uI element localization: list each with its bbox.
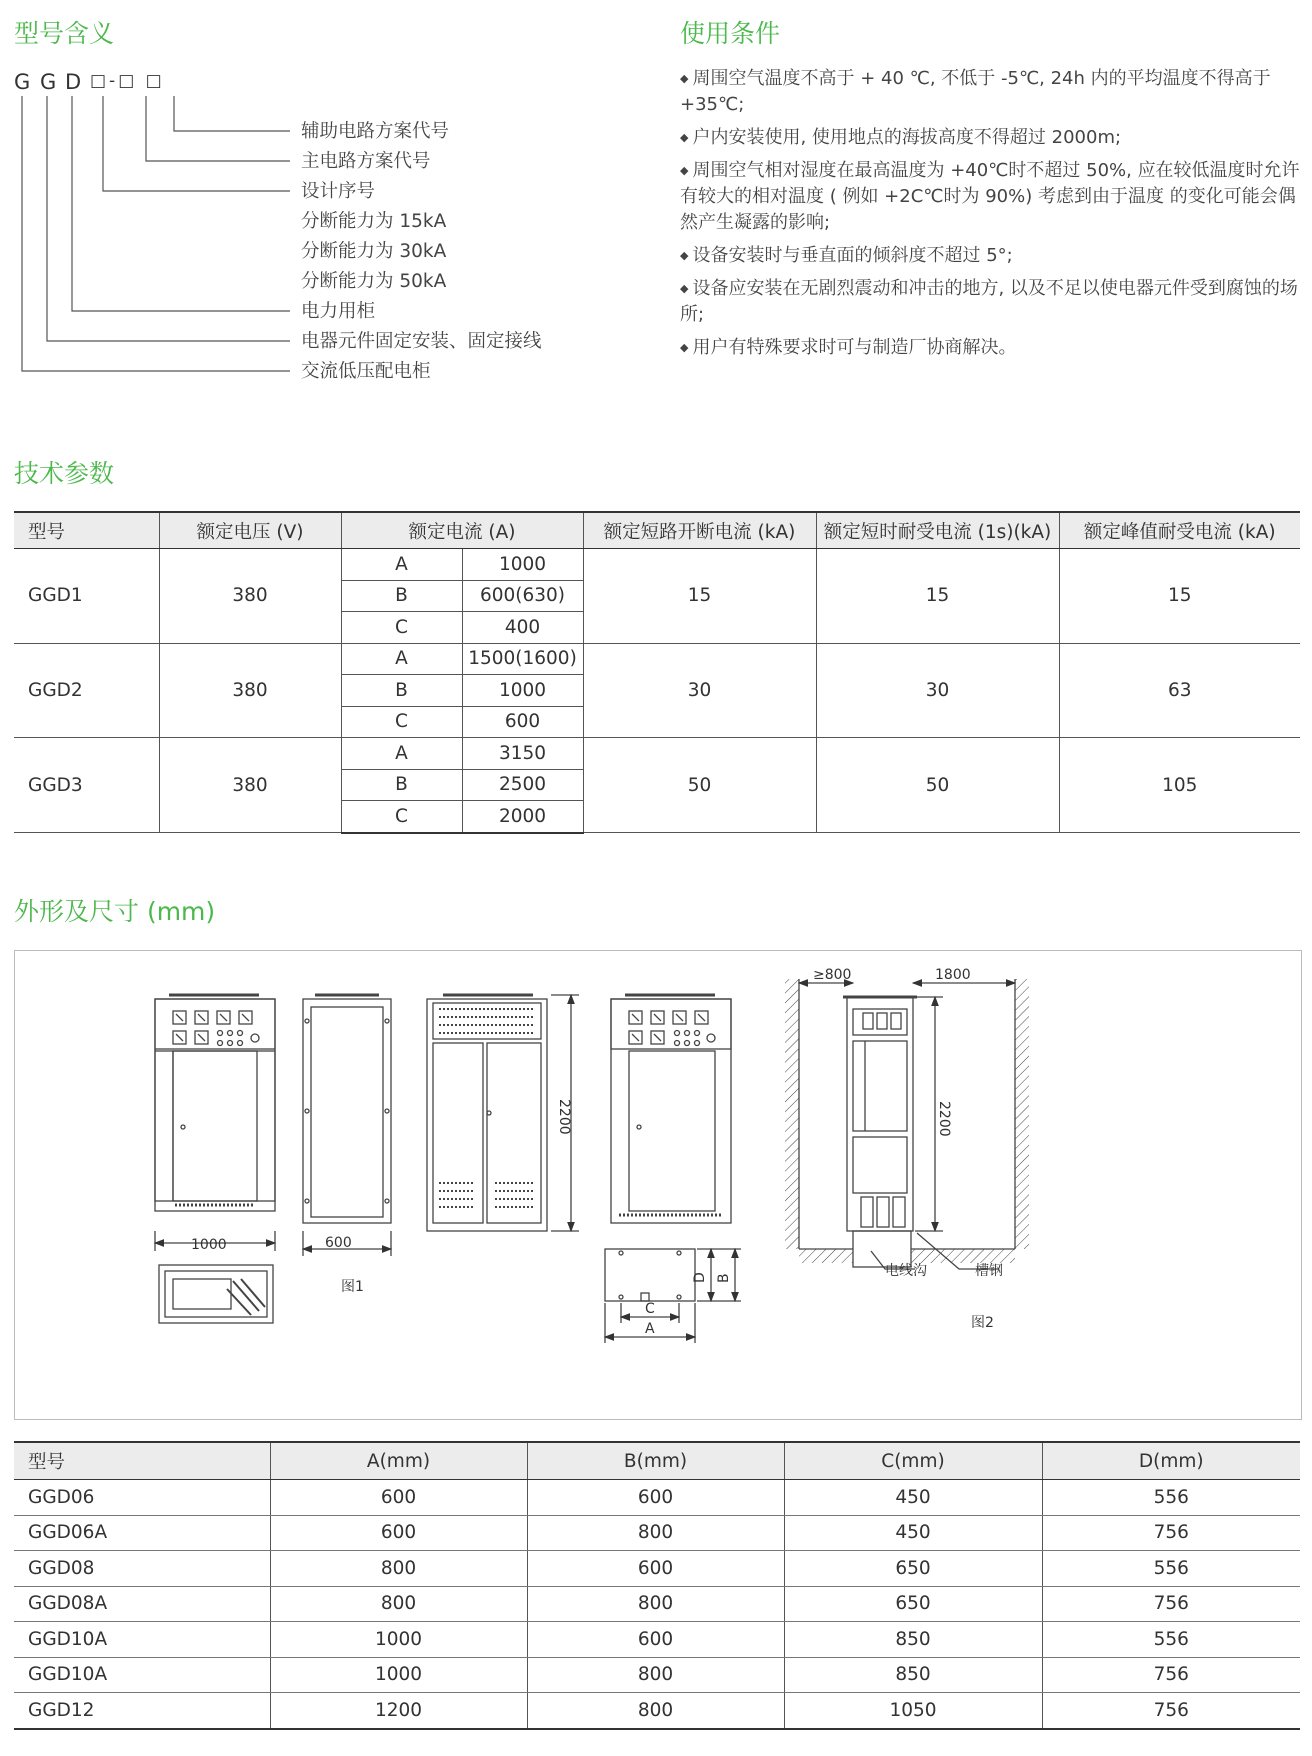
cell-model: GGD10A	[14, 1657, 270, 1693]
cell-short-time: 50	[816, 738, 1059, 833]
cell-current: 1500(1600)	[462, 643, 583, 675]
conditions-heading: 使用条件	[680, 19, 781, 48]
tech-header-row	[14, 512, 1300, 549]
cell-breaking: 30	[583, 643, 816, 738]
dim-letter-c: C	[645, 1301, 655, 1317]
dim-letter-b: B	[716, 1273, 732, 1283]
cell-current: 1000	[462, 675, 583, 707]
table-row	[14, 1515, 1300, 1551]
cell-c: 650	[784, 1586, 1042, 1622]
code-label-main-circuit: 主电路方案代号	[301, 151, 431, 172]
dimensions-heading: 外形及尺寸 (mm)	[14, 897, 216, 926]
table-row	[14, 1551, 1300, 1587]
dim-height-2200-fig2: 2200	[936, 1101, 952, 1137]
code-label-power-cabinet: 电力用柜	[301, 301, 376, 322]
cell-model: GGD3	[14, 738, 159, 833]
condition-item: ◆ 周围空气相对湿度在最高温度为 +40℃时不超过 50%, 应在较低温度时允许有较大的相对温度 ( 例如 +2C℃时为 90%) 考虑到由于温度 的变化可能会偶然产生凝露的影响;	[680, 160, 1300, 233]
model-code-letter-1: G	[14, 70, 31, 94]
cell-b: 600	[527, 1480, 784, 1516]
dim-front-clearance: ≥800	[813, 967, 852, 983]
cell-voltage: 380	[159, 738, 341, 833]
cell-c: 1050	[784, 1693, 1042, 1729]
cell-d: 556	[1042, 1551, 1300, 1587]
channel-steel-label: 槽钢	[975, 1263, 1003, 1279]
cell-breaking: 50	[583, 738, 816, 833]
col-breaking: 额定短路开断电流 (kA)	[583, 512, 816, 549]
tech-params-heading: 技术参数	[14, 459, 115, 488]
table-row	[14, 1586, 1300, 1622]
cell-current: 1000	[462, 549, 583, 581]
cell-short-time: 30	[816, 643, 1059, 738]
cell-voltage: 380	[159, 549, 341, 644]
dim-rear-clearance: 1800	[935, 967, 971, 983]
dim-width-600: 600	[325, 1235, 352, 1251]
cell-a: 1000	[270, 1657, 527, 1693]
cell-model: GGD12	[14, 1693, 270, 1729]
code-label-ac-lv: 交流低压配电柜	[301, 361, 431, 382]
dim-width-1000: 1000	[191, 1237, 227, 1253]
tech-params-table	[14, 511, 1300, 834]
condition-item: ◆ 设备应安装在无剧烈震动和冲击的地方, 以及不足以使电器元件受到腐蚀的场所;	[680, 278, 1298, 325]
cell-grade: C	[341, 706, 462, 738]
cell-d: 756	[1042, 1693, 1300, 1729]
table-row	[14, 643, 1300, 675]
cell-model: GGD08A	[14, 1586, 270, 1622]
cell-current: 600	[462, 706, 583, 738]
col-model: 型号	[14, 1442, 270, 1480]
base-plan-view	[605, 1249, 741, 1343]
cell-peak: 63	[1059, 643, 1300, 738]
cell-d: 556	[1042, 1622, 1300, 1658]
table-row	[14, 1622, 1300, 1658]
model-code-suffix: □-□ □	[90, 71, 165, 91]
cell-d: 556	[1042, 1480, 1300, 1516]
condition-item: ◆ 用户有特殊要求时可与制造厂协商解决。	[680, 337, 1017, 358]
cell-model: GGD10A	[14, 1622, 270, 1658]
figure-2-caption: 图2	[971, 1315, 994, 1331]
col-voltage: 额定电压 (V)	[159, 512, 341, 549]
cell-model: GGD06A	[14, 1515, 270, 1551]
cell-model: GGD2	[14, 643, 159, 738]
model-code-letter-2: G	[40, 70, 57, 94]
cell-grade: A	[341, 738, 462, 770]
col-peak: 额定峰值耐受电流 (kA)	[1059, 512, 1300, 549]
dimension-figure	[14, 950, 1302, 1420]
cell-b: 800	[527, 1515, 784, 1551]
cell-peak: 105	[1059, 738, 1300, 833]
col-short-time: 额定短时耐受电流 (1s)(kA)	[816, 512, 1059, 549]
cell-breaking: 15	[583, 549, 816, 644]
code-label-50ka: 分断能力为 50kA	[301, 271, 447, 292]
cell-a: 1000	[270, 1622, 527, 1658]
cell-d: 756	[1042, 1586, 1300, 1622]
cell-a: 800	[270, 1586, 527, 1622]
code-label-30ka: 分断能力为 30kA	[301, 241, 447, 262]
dim-header-row	[14, 1442, 1300, 1480]
cell-b: 800	[527, 1586, 784, 1622]
code-label-fixed-install: 电器元件固定安装、固定接线	[301, 331, 542, 352]
cell-current: 600(630)	[462, 580, 583, 612]
cell-grade: A	[341, 643, 462, 675]
condition-item: ◆ 户内安装使用, 使用地点的海拔高度不得超过 2000m;	[680, 127, 1122, 148]
cell-b: 600	[527, 1551, 784, 1587]
cell-c: 450	[784, 1480, 1042, 1516]
cell-a: 600	[270, 1480, 527, 1516]
cell-model: GGD1	[14, 549, 159, 644]
table-row	[14, 738, 1300, 770]
cell-a: 800	[270, 1551, 527, 1587]
table-row	[14, 1693, 1300, 1729]
code-label-aux-circuit: 辅助电路方案代号	[301, 121, 450, 142]
col-current: 额定电流 (A)	[341, 512, 583, 549]
conditions-list	[680, 66, 1306, 368]
cell-b: 600	[527, 1622, 784, 1658]
cell-voltage: 380	[159, 643, 341, 738]
cell-c: 850	[784, 1657, 1042, 1693]
cell-a: 1200	[270, 1693, 527, 1729]
installation-section-view	[785, 979, 1029, 1269]
cell-grade: C	[341, 801, 462, 833]
cell-peak: 15	[1059, 549, 1300, 644]
model-meaning-heading: 型号含义	[14, 19, 115, 48]
cell-short-time: 15	[816, 549, 1059, 644]
cell-current: 3150	[462, 738, 583, 770]
cell-d: 756	[1042, 1515, 1300, 1551]
dimensions-table	[14, 1441, 1300, 1730]
cell-b: 800	[527, 1693, 784, 1729]
table-row	[14, 1657, 1300, 1693]
col-b: B(mm)	[527, 1442, 784, 1480]
code-label-design-no: 设计序号	[301, 181, 376, 202]
col-d: D(mm)	[1042, 1442, 1300, 1480]
cell-c: 650	[784, 1551, 1042, 1587]
cable-trench-label: 电线沟	[885, 1263, 927, 1279]
cell-d: 756	[1042, 1657, 1300, 1693]
figure-1-caption: 图1	[341, 1279, 364, 1295]
cell-grade: B	[341, 580, 462, 612]
cabinet-front-view-1	[155, 995, 275, 1251]
cell-a: 600	[270, 1515, 527, 1551]
col-model: 型号	[14, 512, 159, 549]
cell-c: 450	[784, 1515, 1042, 1551]
cell-b: 800	[527, 1657, 784, 1693]
cell-model: GGD08	[14, 1551, 270, 1587]
code-label-15ka: 分断能力为 15kA	[301, 211, 447, 232]
condition-item: ◆ 设备安装时与垂直面的倾斜度不超过 5°;	[680, 245, 1013, 266]
cell-grade: A	[341, 549, 462, 581]
col-a: A(mm)	[270, 1442, 527, 1480]
col-c: C(mm)	[784, 1442, 1042, 1480]
dim-letter-d: D	[692, 1272, 708, 1283]
cell-grade: B	[341, 769, 462, 801]
cell-grade: C	[341, 612, 462, 644]
cell-c: 850	[784, 1622, 1042, 1658]
cabinet-side-view	[303, 995, 391, 1256]
cabinet-top-view-1	[159, 1265, 273, 1323]
cell-current: 400	[462, 612, 583, 644]
cabinet-front-view-2	[611, 995, 731, 1223]
model-code-leader-lines	[0, 0, 300, 390]
model-code-letter-3: D	[65, 70, 82, 94]
dim-height-2200: 2200	[556, 1099, 572, 1135]
cell-model: GGD06	[14, 1480, 270, 1516]
cell-current: 2000	[462, 801, 583, 833]
dim-letter-a: A	[645, 1321, 655, 1337]
cabinet-drawings	[15, 951, 1301, 1419]
table-row	[14, 549, 1300, 581]
cell-grade: B	[341, 675, 462, 707]
condition-item: ◆ 周围空气温度不高于 + 40 ℃, 不低于 -5℃, 24h 内的平均温度不得高于 +35℃;	[680, 68, 1271, 115]
table-row	[14, 1480, 1300, 1516]
cell-current: 2500	[462, 769, 583, 801]
